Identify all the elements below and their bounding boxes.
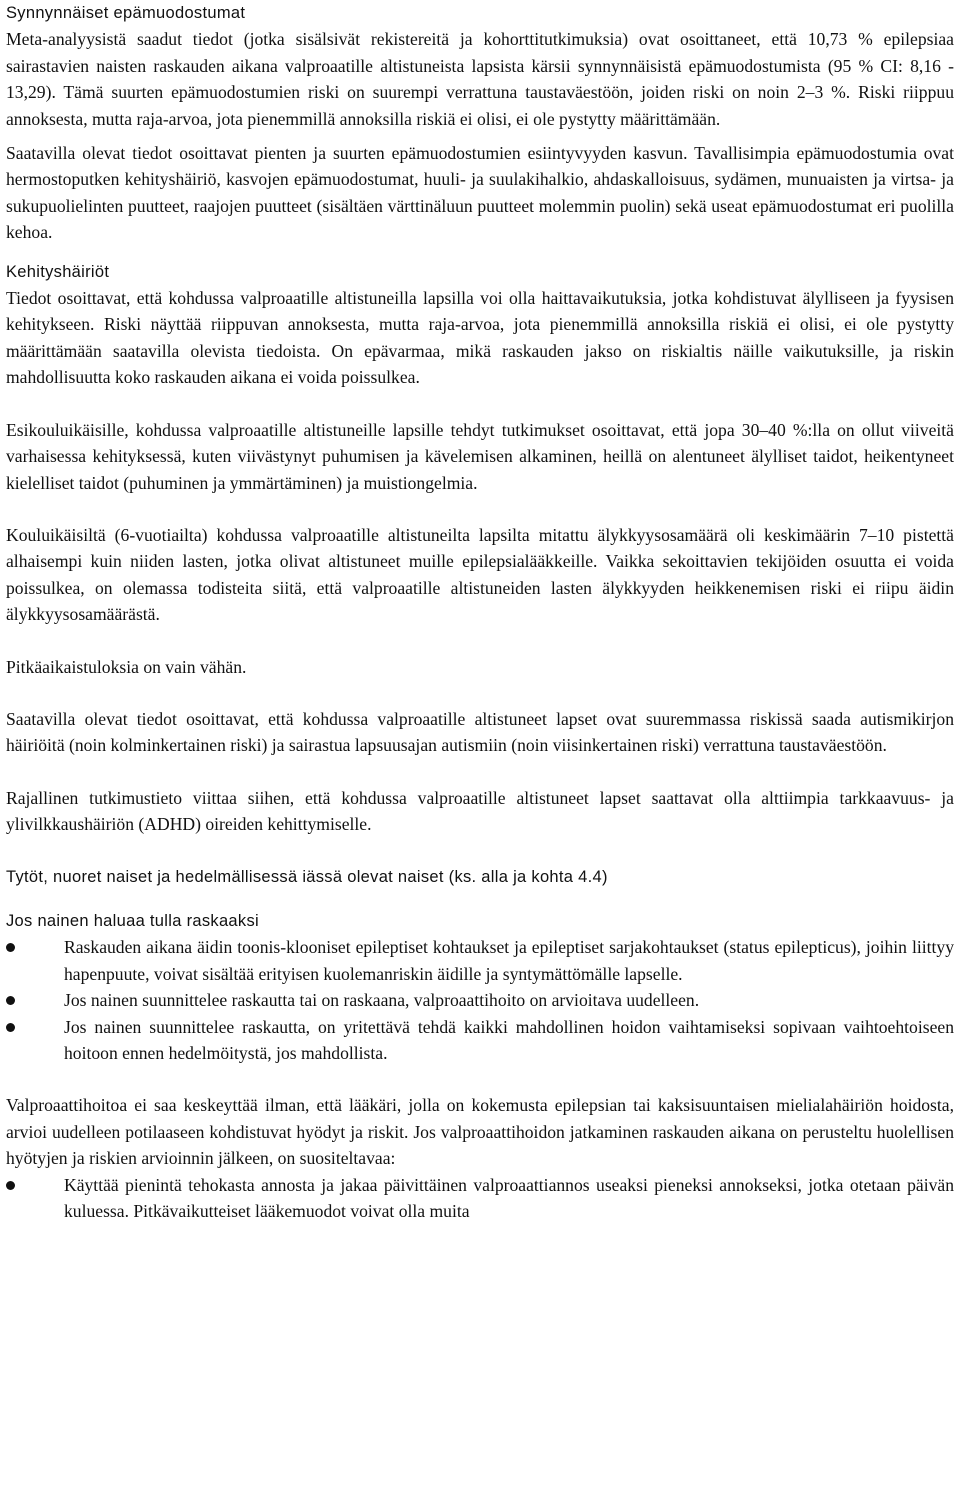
list-item <box>6 934 954 987</box>
list-item-text: Käyttää pienintä tehokasta annosta ja jakaa päivittäinen valproaattiannos useaksi pieneksi annokseksi, jotka otetaan päivän kuluessa. Pitkävaikutteiset lääkemuodot voivat olla muita <box>64 1174 954 1222</box>
paragraph-developmental-2: Esikouluikäisille, kohdussa valproaatille altistuneille lapsille tehdyt tutkimukset osoittavat, että jopa 30–40 %:lla on ollut viiveitä varhaisessa kehityksessä, kuten viivästynyt puhumisen ja kävelemisen alkaminen, heillä on alentuneet älylliset taidot, heikentyneet kielelliset taidot (puhuminen ja ymmärtäminen) ja muistiongelmia. <box>6 419 954 493</box>
bullet-list-recommendations <box>6 1172 954 1225</box>
list-item <box>6 1014 954 1067</box>
paragraph-developmental-6: Rajallinen tutkimustieto viittaa siihen, että kohdussa valproaatille altistuneet lapset saattavat olla alttiimpia tarkkaavuus- ja ylivilkkaushäiriön (ADHD) oireiden kehittymiselle. <box>6 787 954 835</box>
bullet-icon <box>6 1023 15 1032</box>
heading-women: Tytöt, nuoret naiset ja hedelmällisessä iässä olevat naiset (ks. alla ja kohta 4.4) <box>6 867 608 886</box>
paragraph-birth-defects-2: Saatavilla olevat tiedot osoittavat pienten ja suurten epämuodostumien esiintyvyyden kasvun. Tavallisimpia epämuodostumia ovat hermostoputken kehityshäiriö, kasvojen epämuodostumat, huuli- ja suulakihalkio, ahdaskalloisuus, sydämen, munuaisten ja virtsa- ja sukupuolielinten puutteet, raajojen puutteet (sisältäen värttinäluun puutteet molemmin puolin) sekä useat epämuodostumat eri puolilla kehoa. <box>6 143 954 243</box>
paragraph-developmental-5: Saatavilla olevat tiedot osoittavat, että kohdussa valproaatille altistuneet lapset ovat suuremmassa riskissä saada autismikirjon häiriöitä (noin kolminkertainen riski) ja sairastua lapsuusajan autismiin (noin viisinkertainen riski) verrattuna taustaväestöön. <box>6 708 954 756</box>
paragraph-developmental-3: Kouluikäisiltä (6-vuotiailta) kohdussa valproaatille altistuneilta lapsilta mitattu älykkyysosamäärä oli keskimäärin 7–10 pistettä alhaisempi kuin niiden lasten, jotka olivat altistuneet muille epilepsialääkkeille. Vaikka sekoittavien tekijöiden osuutta ei voida poissulkea, on olemassa todisteita siitä, että valproaatille altistuneiden lasten älykkyyden heikkenemisen riski ei riipu äidin älykkyysosamäärästä. <box>6 524 954 625</box>
list-item-text: Jos nainen suunnittelee raskautta, on yritettävä tehdä kaikki mahdollinen hoidon vaihtamiseksi sopivaan vaihtoehtoiseen hoitoon ennen hedelmöitystä, jos mahdollista. <box>64 1016 954 1063</box>
heading-developmental: Kehityshäiriöt <box>6 262 110 281</box>
bullet-list-pregnancy <box>6 934 954 1066</box>
list-item-text: Raskauden aikana äidin toonis-klooniset epileptiset kohtaukset ja epileptiset sarjakohtaukset (status epilepticus), joihin liittyy hapenpuute, voivat sisältää erityisen kuolemanriskin äidille ja syntymättömälle lapselle. <box>64 937 954 984</box>
bullet-icon <box>6 996 15 1005</box>
heading-pregnancy-wish: Jos nainen haluaa tulla raskaaksi <box>6 911 259 930</box>
list-item <box>6 1172 954 1225</box>
bullet-icon <box>6 943 15 952</box>
document-page <box>6 0 954 1224</box>
bullet-icon <box>6 1181 15 1190</box>
paragraph-developmental-1: Tiedot osoittavat, että kohdussa valproaatille altistuneilla lapsilla voi olla haittavaikutuksia, jotka kohdistuvat älylliseen ja fyysisen kehitykseen. Riski näyttää riippuvan annoksesta, mutta raja-arvoa, jota pienemmillä annoksilla riskiä ei olisi, ei ole pystytty määrittämään saatavilla olevista tiedoista. On epävarmaa, mikä raskauden jakso on riskialtis näille vaikutuksille, ja riskin mahdollisuutta koko raskauden aikana ei voida poissulkea. <box>6 288 954 388</box>
paragraph-pregnancy-1: Valproaattihoitoa ei saa keskeyttää ilman, että lääkäri, jolla on kokemusta epilepsian tai kaksisuuntaisen mielialahäiriön hoidosta, arvioi uudelleen potilaaseen kohdistuvat hyödyt ja riskit. Jos valproaattihoidon jatkaminen raskauden aikana on perusteltu huolellisen hyötyjen ja riskien arvioinnin jälkeen, on suositeltavaa: <box>6 1095 954 1169</box>
list-item-text: Jos nainen suunnittelee raskautta tai on raskaana, valproaattihoito on arvioitava uudelleen. <box>64 990 700 1011</box>
paragraph-developmental-4: Pitkäaikaistuloksia on vain vähän. <box>6 656 247 677</box>
list-item <box>6 987 954 1013</box>
heading-birth-defects: Synnynnäiset epämuodostumat <box>6 4 246 22</box>
paragraph-birth-defects-1: Meta-analyysistä saadut tiedot (jotka sisälsivät rekistereitä ja kohorttitutkimuksia) ovat osoittaneet, että 10,73 % epilepsiaa sairastavien naisten raskauden aikana valproaatille altistuneista lapsista kärsii synnynnäisistä epämuodostumista (95 % CI: 8,16 - 13,29). Tämä suurten epämuodostumien riski on suurempi verrattuna taustaväestöön, joiden riski on noin 2–3 %. Riski riippuu annoksesta, mutta raja-arvoa, jota pienemmillä annoksilla riskiä ei olisi, ei ole pystytty määrittämään. <box>6 29 954 129</box>
